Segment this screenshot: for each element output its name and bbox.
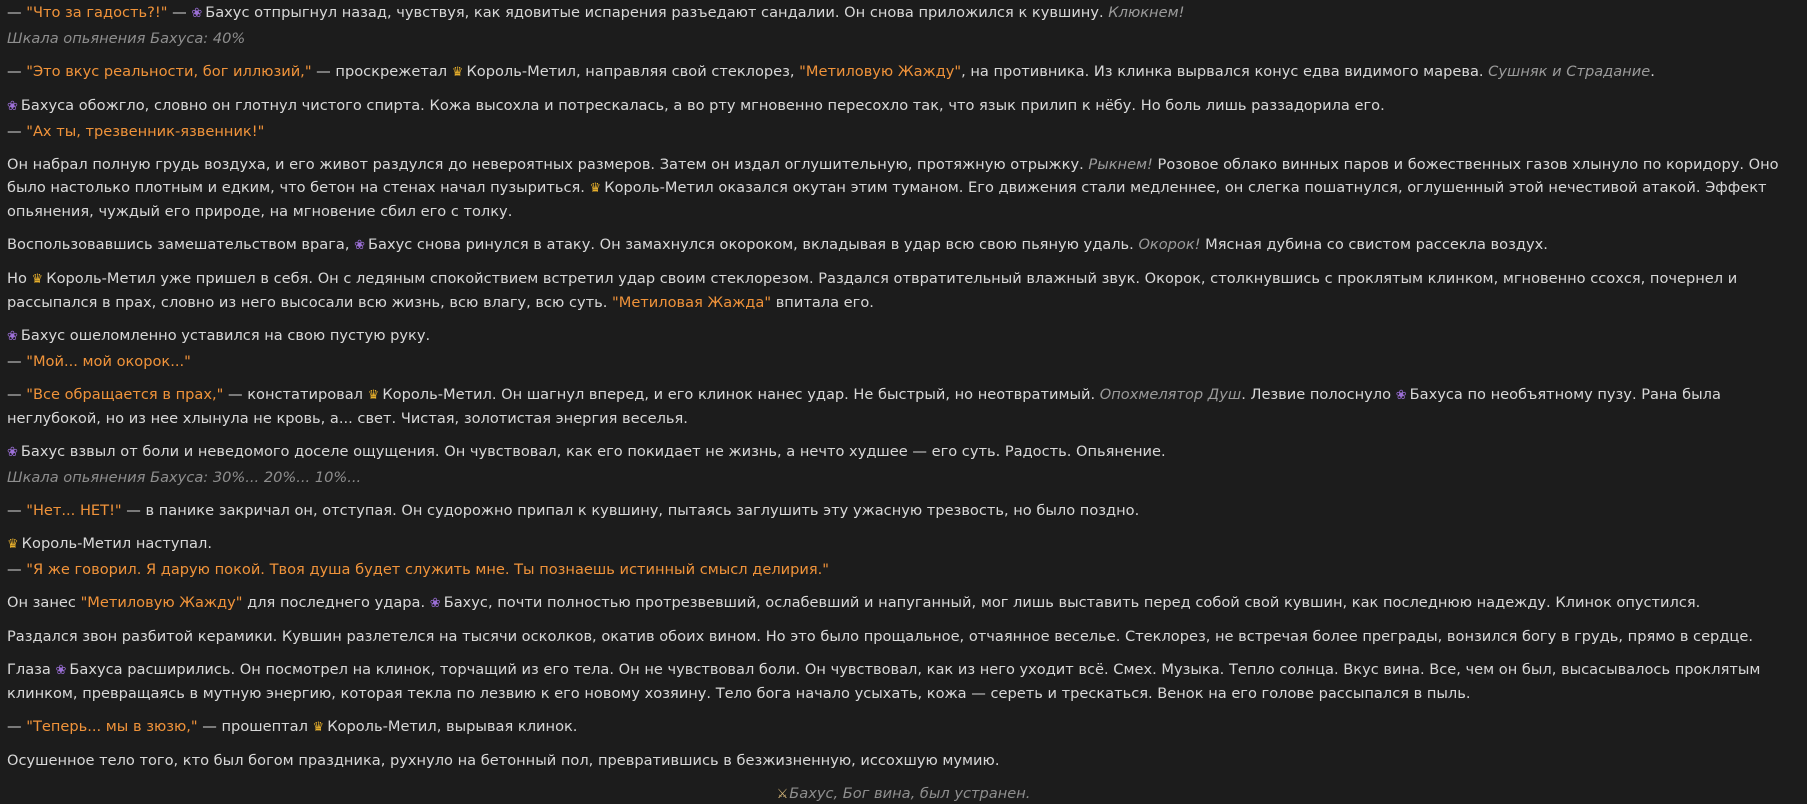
character-king-methyl: Король-Метил <box>327 718 437 735</box>
text: для последнего удара. <box>242 594 430 611</box>
paragraph-2 <box>7 60 1800 84</box>
text: обожгло, словно он глотнул чистого спирта. Кожа высохла и потрескалась, а во рту мгновенно пересохло так, что язык прилип к нёбу. Но боль лишь раззадорила его. <box>74 97 1385 114</box>
crown-icon: ♛ <box>451 65 464 80</box>
intoxication-meter-2: Шкала опьянения Бахуса: 30%... 20%... 10%... <box>7 469 362 486</box>
crossed-swords-icon: ⚔ <box>776 787 789 802</box>
character-bacchus: Бахуса <box>20 97 75 114</box>
intoxication-meter-1: Шкала опьянения Бахуса: 40% <box>7 30 246 47</box>
grape-icon: ❀ <box>7 445 18 460</box>
quote: "Это вкус реальности, бог иллюзий," <box>26 63 312 80</box>
dash: — <box>7 561 27 578</box>
quote: "Теперь... мы в зюзю," <box>26 718 198 735</box>
dash: — <box>7 353 27 370</box>
quote: "Я же говорил. Я дарую покой. Твоя душа будет служить мне. Ты познаешь истинный смысл делирия." <box>26 561 830 578</box>
text: Воспользовавшись замешательством врага, <box>7 236 355 253</box>
grape-icon: ❀ <box>7 99 18 114</box>
character-king-methyl: Король-Метил <box>466 63 576 80</box>
text: , вырывая клинок. <box>436 718 578 735</box>
sound-effect: Сушняк и Страдание <box>1488 63 1651 80</box>
dash: — <box>7 63 27 80</box>
text: , на противника. Из клинка вырвался конус едва видимого марева. <box>961 63 1489 80</box>
quote: "Нет... НЕТ!" <box>26 502 122 519</box>
text: расширились. Он посмотрел на клинок, торчащий из его тела. Он не чувствовал боли. Он чувствовал, как из него уходит всё. Смех. Музыка. Тепло солнца. Вкус вина. Все, чем он был, высасывалось проклятым клинком, превращаясь в мутную энергию, которая текла по лезвию к его новому хозяину. Тело бога начало усыхать, кожа — сереть и трескаться. Венок на его голове рассыпался в пыль. <box>7 661 1761 702</box>
text: взвыл от боли и неведомого доселе ощущения. Он чувствовал, как его покидает не жизнь, а нечто худшее — его суть. Радость. Опьянение. <box>65 443 1166 460</box>
paragraph-13: Раздался звон разбитой керамики. Кувшин разлетелся на тысячи осколков, окатив обоих вином. Но это было прощальное, отчаянное веселье. Стеклорез, не встречая более преграды, вонзился богу в грудь, прямо в сердце. <box>7 628 1753 645</box>
paragraph-4 <box>7 153 1800 223</box>
quote: "Мой... мой окорок..." <box>26 353 191 370</box>
sound-effect: Опохмелятор Душ <box>1099 386 1242 403</box>
text: снова ринулся в атаку. Он замахнулся окороком, вкладывая в удар всю свою пьяную удаль. <box>412 236 1139 253</box>
character-bacchus: Бахус <box>20 443 66 460</box>
crown-icon: ♛ <box>367 388 380 403</box>
sound-effect: Клюкнем! <box>1108 4 1185 21</box>
weapon-name: "Метиловую Жажду" <box>799 63 962 80</box>
paragraph-11-quote <box>7 558 1800 581</box>
paragraph-3 <box>7 94 1800 118</box>
weapon-name: "Метиловая Жажда" <box>612 294 772 311</box>
text: Он занес <box>7 594 81 611</box>
text: — прошептал <box>197 718 313 735</box>
sound-effect: Рыкнем! <box>1088 156 1153 173</box>
text: оказался окутан этим туманом. Его движения стали медленнее, он слегка пошатнулся, оглушенный этой нечестивой атакой. Эффект опьянения, чуждый его природе, на мгновение сбил его с толку. <box>7 179 1767 220</box>
paragraph-8 <box>7 383 1800 430</box>
character-bacchus: Бахуса <box>1409 386 1463 403</box>
text: Глаза <box>7 661 56 678</box>
defeat-message <box>7 782 1800 804</box>
text: по необъятному пузу. Рана была неглубокой, но из нее хлынула не кровь, а... свет. Чистая, золотистая энергия веселья. <box>7 386 1721 427</box>
character-bacchus: Бахус <box>443 594 488 611</box>
dash: — <box>7 123 27 140</box>
text: . Он шагнул вперед, и его клинок нанес удар. Не быстрый, но неотвратимый. <box>491 386 1100 403</box>
character-bacchus: Бахус <box>20 327 66 344</box>
text: отпрыгнул назад, чувствуя, как ядовитые испарения разъедают сандалии. Он снова приложился к кувшину. <box>249 4 1109 21</box>
text: , направляя свой стеклорез, <box>576 63 800 80</box>
text: . <box>1650 63 1655 80</box>
paragraph-11 <box>7 532 1800 556</box>
paragraph-1 <box>7 1 1800 25</box>
paragraph-10 <box>7 499 1800 522</box>
character-bacchus: Бахус <box>205 4 250 21</box>
dash: — <box>7 4 27 21</box>
quote: "Что за гадость?!" <box>26 4 168 21</box>
character-king-methyl: Король-Метил <box>21 535 132 552</box>
paragraph-9 <box>7 440 1800 464</box>
paragraph-3-quote <box>7 120 1800 143</box>
grape-icon: ❀ <box>55 663 67 678</box>
text: . Лезвие полоснуло <box>1241 386 1396 403</box>
paragraph-15 <box>7 715 1800 739</box>
paragraph-14 <box>7 658 1800 705</box>
character-king-methyl: Король-Метил <box>46 270 156 287</box>
dash: — <box>7 718 27 735</box>
crown-icon: ♛ <box>7 537 19 552</box>
grape-icon: ❀ <box>354 238 365 253</box>
character-bacchus: Бахус <box>368 236 413 253</box>
paragraph-12 <box>7 591 1800 615</box>
grape-icon: ❀ <box>1395 388 1407 403</box>
text: , почти полностью протрезвевший, ослабевший и напуганный, мог лишь выставить перед собой свой кувшин, как последнюю надежду. Клинок опустился. <box>487 594 1701 611</box>
text: — в панике закричал он, отступая. Он судорожно припал к кувшину, пытаясь заглушить эту ужасную трезвость, но было поздно. <box>121 502 1140 519</box>
grape-icon: ❀ <box>429 596 441 611</box>
text: впитала его. <box>771 294 874 311</box>
character-bacchus: Бахуса <box>69 661 123 678</box>
weapon-name: "Метиловую Жажду" <box>80 594 243 611</box>
dash: — <box>7 502 27 519</box>
quote: "Ах ты, трезвенник-язвенник!" <box>26 123 265 140</box>
text: Но <box>7 270 32 287</box>
text: Розовое облако винных паров и божественных газов хлынуло по коридору. Оно было настолько плотным и едким, что бетон на стенах начал пузыриться. <box>7 156 1779 196</box>
quote: "Все обращается в прах," <box>26 386 224 403</box>
grape-icon: ❀ <box>7 329 18 344</box>
crown-icon: ♛ <box>312 720 325 735</box>
crown-icon: ♛ <box>589 181 602 196</box>
text: — проскрежетал <box>311 63 452 80</box>
text: Он набрал полную грудь воздуха, и его живот раздулся до невероятных размеров. Затем он издал оглушительную, протяжную отрыжку. <box>7 156 1089 173</box>
paragraph-6 <box>7 267 1800 314</box>
text: — <box>167 4 192 21</box>
character-king-methyl: Король-Метил <box>382 386 492 403</box>
paragraph-5 <box>7 233 1800 257</box>
text: наступал. <box>131 535 212 552</box>
paragraph-16: Осушенное тело того, кто был богом праздника, рухнуло на бетонный пол, превратившись в безжизненную, иссохшую мумию. <box>7 752 1000 769</box>
crown-icon: ♛ <box>31 272 44 287</box>
text: — констатировал <box>223 386 368 403</box>
grape-icon: ❀ <box>191 6 203 21</box>
text: ошеломленно уставился на свою пустую руку. <box>65 327 431 344</box>
text: Мясная дубина со свистом рассекла воздух. <box>1200 236 1548 253</box>
dash: — <box>7 386 27 403</box>
sound-effect: Окорок! <box>1138 236 1201 253</box>
defeat-text: Бахус, Бог вина, был устранен. <box>789 785 1031 802</box>
character-king-methyl: Король-Метил <box>604 179 714 196</box>
text: уже пришел в себя. Он с ледяным спокойствием встретил удар своим стеклорезом. Раздался отвратительный влажный звук. Окорок, столкнувшись с проклятым клинком, мгновенно ссохся, почернел и рассыпался в прах, словно из него высосали всю жизнь, всю влагу, всю суть. <box>7 270 1738 311</box>
paragraph-7 <box>7 324 1800 348</box>
paragraph-7-quote <box>7 350 1800 373</box>
